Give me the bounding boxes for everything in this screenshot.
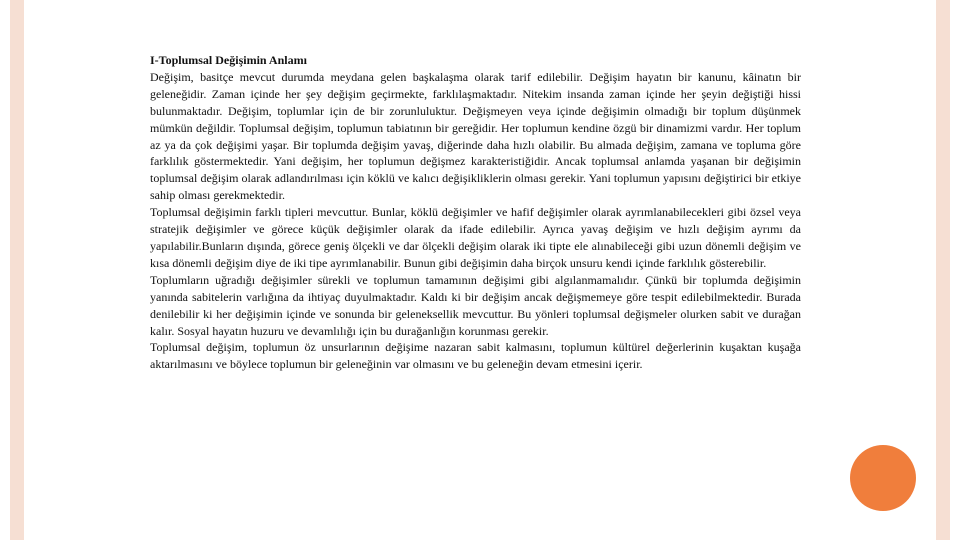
paragraph-2: Toplumsal değişimin farklı tipleri mevcuttur. Bunlar, köklü değişimler ve hafif değişimler olarak ayrımlanabilecekleri gibi özsel veya stratejik değişimler ve görece küçük değişimler olarak da ifade edilebilir. Ayrıca yavaş değişim ve hızlı değişim ayrımı da yapılabilir.Bunların dışında, görece geniş ölçekli ve dar ölçekli değişim olarak iki tipte ele alınabileceği gibi uzun dönemli değişim ve kısa dönemli değişim diye de iki tipe ayrımlanabilir. Bunun gibi değişimin daha birçok unsuru kendi içinde farklılık gösterebilir.	[150, 205, 801, 270]
paragraph-1: Değişim, basitçe mevcut durumda meydana gelen başkalaşma olarak tarif edilebilir. Değişim hayatın bir kanunu, kâinatın bir geleneğidir. Zaman içinde her şey değişim geçirmekte, farklılaşmaktadır. Nitekim insanda zaman içinde her şeyin değiştiği hissi bulunmaktadır. Değişim, toplumlar için de bir zorunluluktur. Değişmeyen veya içinde değişimin olmadığı bir toplum düşünmek mümkün değildir. Toplumsal değişim, toplumun tabiatının bir gereğidir. Her toplumun kendine özgü bir dinamizmi vardır. Her toplum az ya da çok değişimi yaşar. Bir toplumda değişim yavaş, diğerinde daha hızlı olabilir. Bu almada değişim, zamana ve topluma göre farklılık göstermektedir. Yani değişim, her toplumun değişmez karakteristiğidir. Ancak toplumsal anlamda yaşanan bir değişimin toplumsal değişim olarak adlandırılması için köklü ve kalıcı değişikliklerin olması gerekir. Yani toplumun yapısını değiştirici bir etkiye sahip olması gerekmektedir.	[150, 69, 801, 203]
section-title: I-Toplumsal Değişimin Anlamı	[150, 53, 307, 67]
right-frame-border	[936, 0, 950, 540]
paragraph-4: Toplumsal değişim, toplumun öz unsurlarının değişime nazaran sabit kalmasını, toplumun kültürel değerlerinin kuşaktan kuşağa aktarılmasını ve böylece toplumun bir geleneğinin var olmasını ve bu geleneğin devam etmesini içerir.	[150, 340, 801, 372]
left-frame-border	[10, 0, 24, 540]
decorative-circle	[850, 445, 916, 511]
slide-content	[150, 52, 801, 373]
paragraph-3: Toplumların uğradığı değişimler sürekli ve toplumun tamamının değişimi gibi algılanmamalıdır. Çünkü bir toplumda değişimin yanında sabitelerin varlığına da ihtiyaç duyulmaktadır. Kaldı ki bir değişim ancak değişmemeye göre tespit edilebilmektedir. Burada denilebilir ki her değişimin içinde ve sonunda bir geleneksellik mevcuttur. Bu yönleri toplumsal değişmeler olurken sabit ve durağan kalır. Sosyal hayatın huzuru ve devamlılığı için bu durağanlığın korunması gerekir.	[150, 272, 801, 338]
